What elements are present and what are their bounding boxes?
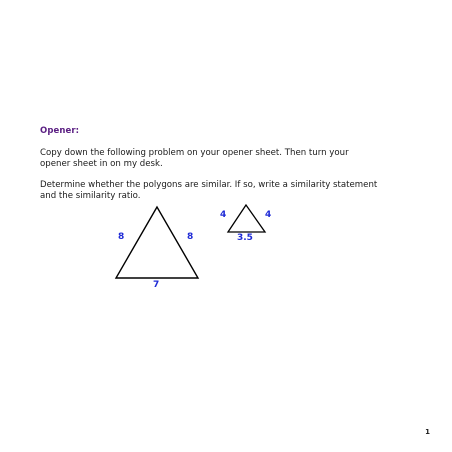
opener-heading: Opener: — [40, 126, 80, 136]
small-triangle — [228, 205, 265, 232]
large-triangle-right-side-label: 8 — [187, 232, 194, 242]
page-number: 1 — [425, 428, 430, 436]
small-triangle-base-label: 3.5 — [237, 233, 253, 243]
problem-paragraph: Determine whether the polygons are similar. If so, write a similarity statement and the similarity ratio. — [40, 180, 378, 201]
instruction-paragraph: Copy down the following problem on your opener sheet. Then turn your opener sheet in on my desk. — [40, 148, 349, 169]
small-triangle-left-side-label: 4 — [220, 210, 227, 220]
large-triangle-left-side-label: 8 — [118, 232, 125, 242]
large-triangle — [116, 207, 198, 278]
large-triangle-base-label: 7 — [153, 280, 160, 290]
small-triangle-right-side-label: 4 — [265, 210, 272, 220]
